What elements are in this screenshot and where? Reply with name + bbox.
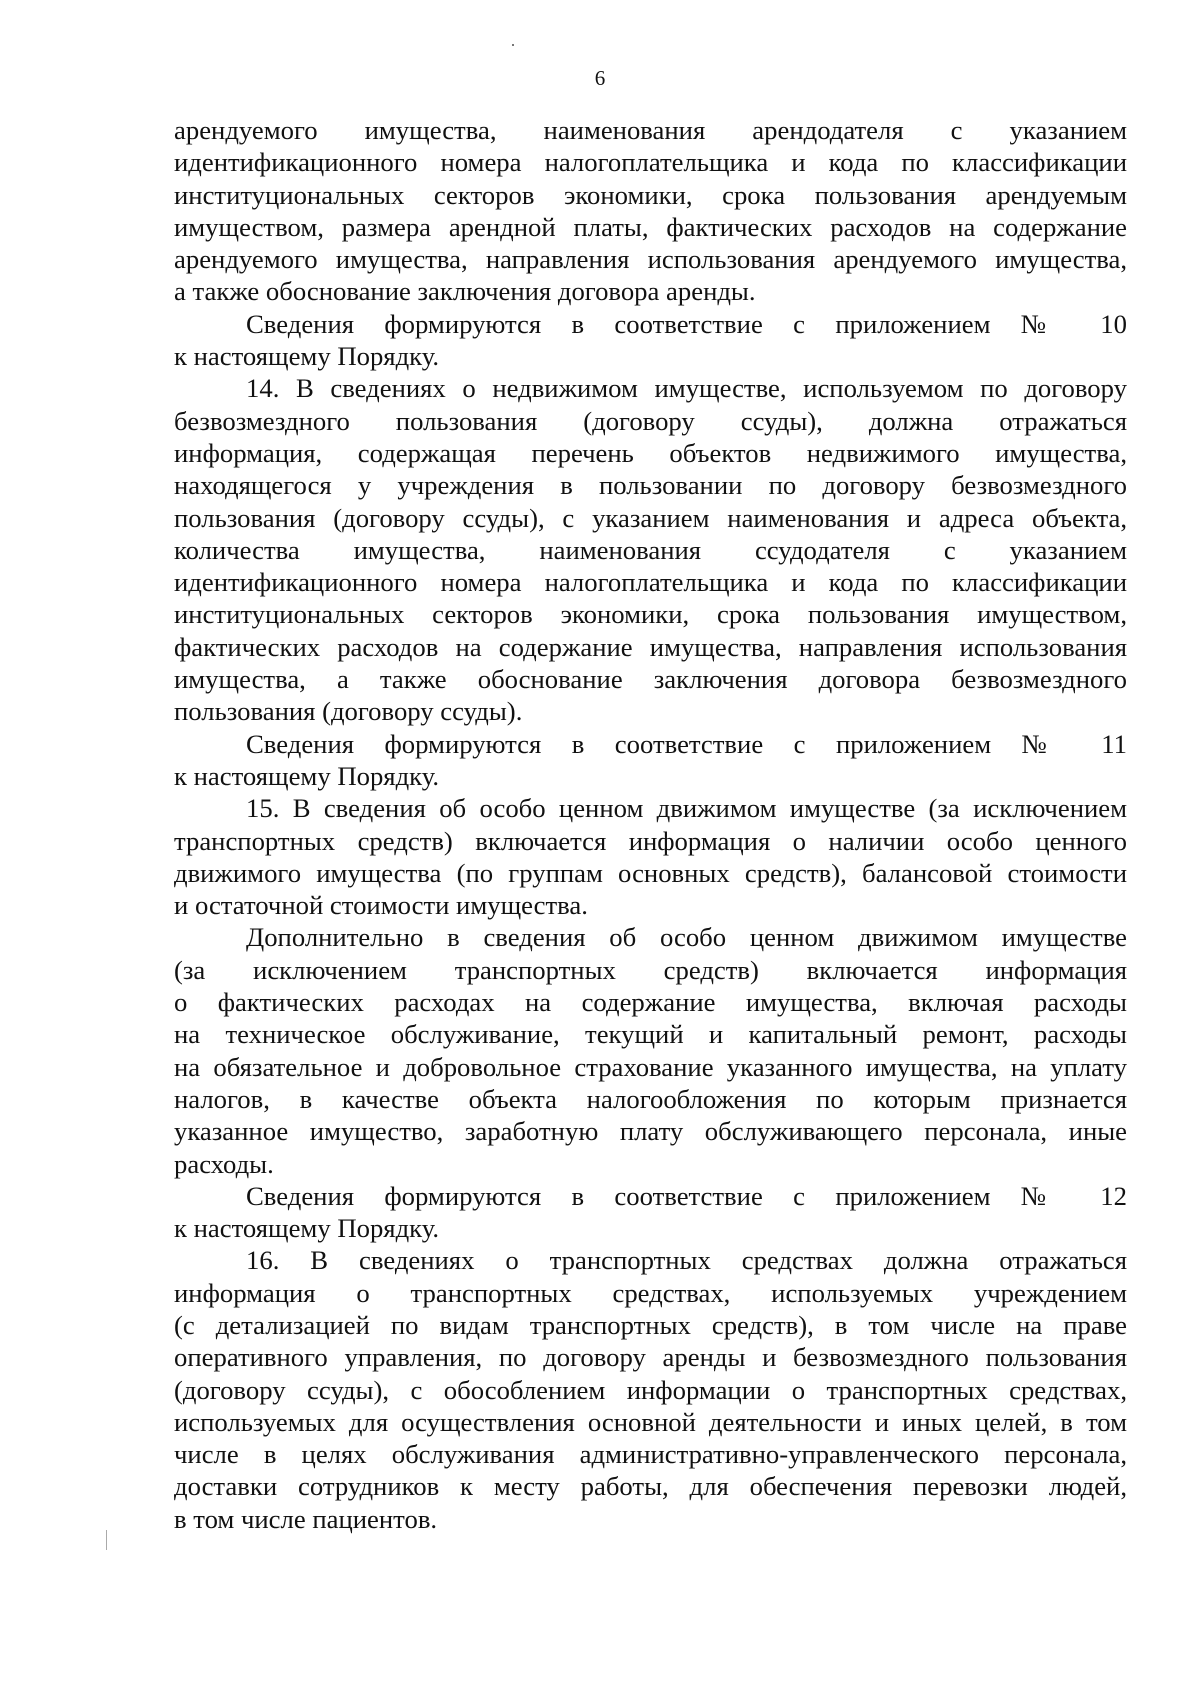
text-line: количества имущества, наименования ссудодателя с указанием — [174, 534, 1127, 565]
text-line: к настоящему Порядку. — [174, 1213, 440, 1244]
text-line: безвозмездного пользования (договору ссуды), должна отражаться — [174, 405, 1127, 436]
text-line: институциональных секторов экономики, срока пользования имуществом, — [174, 599, 1127, 630]
text-line: Сведения формируются в соответствие с приложением № 12 — [246, 1180, 1127, 1211]
text-line: к настоящему Порядку. — [174, 341, 440, 372]
text-line: движимого имущества (по группам основных средств), балансовой стоимости — [174, 857, 1127, 888]
text-line: идентификационного номера налогоплательщика и кода по классификации — [174, 147, 1127, 178]
scan-speck — [106, 1530, 107, 1550]
text-line: находящегося у учреждения в пользовании по договору безвозмездного — [174, 470, 1127, 501]
text-line: информация о транспортных средствах, используемых учреждением — [174, 1277, 1127, 1308]
text-line: пользования (договору ссуды). — [174, 696, 523, 727]
text-line: транспортных средств) включается информация о наличии особо ценного — [174, 825, 1127, 856]
text-line: в том числе пациентов. — [174, 1503, 438, 1534]
paragraph — [174, 372, 1127, 727]
text-line: имущества, а также обоснование заключения договора безвозмездного — [174, 664, 1127, 695]
text-line: идентификационного номера налогоплательщика и кода по классификации — [174, 567, 1127, 598]
text-line: Сведения формируются в соответствие с приложением № 10 — [246, 308, 1127, 339]
text-line: 16. В сведениях о транспортных средствах должна отражаться — [246, 1245, 1127, 1276]
text-line: указанное имущество, заработную плату обслуживающего персонала, иные — [174, 1116, 1127, 1147]
paragraph — [174, 308, 1127, 373]
text-line: на обязательное и добровольное страхование указанного имущества, на уплату — [174, 1051, 1127, 1082]
text-line: налогов, в качестве объекта налогообложения по которым признается — [174, 1083, 1127, 1114]
text-line: на техническое обслуживание, текущий и капитальный ремонт, расходы — [174, 1019, 1127, 1050]
paragraph — [174, 1244, 1127, 1535]
paragraph — [174, 114, 1127, 308]
text-line: используемых для осуществления основной деятельности и иных целей, в том — [174, 1406, 1127, 1437]
text-line: числе в целях обслуживания административно-управленческого персонала, — [174, 1439, 1127, 1470]
paragraph — [174, 792, 1127, 921]
scan-speck — [512, 44, 514, 46]
paragraph — [174, 1180, 1127, 1245]
text-line: 15. В сведения об особо ценном движимом имуществе (за исключением — [246, 793, 1127, 824]
text-line: 14. В сведениях о недвижимом имуществе, используемом по договору — [246, 373, 1127, 404]
text-line: (за исключением транспортных средств) включается информация — [174, 954, 1127, 985]
paragraph — [174, 728, 1127, 793]
text-line: институциональных секторов экономики, срока пользования арендуемым — [174, 179, 1127, 210]
text-line: доставки сотрудников к месту работы, для обеспечения перевозки людей, — [174, 1471, 1127, 1502]
text-line: Сведения формируются в соответствие с приложением № 11 — [246, 728, 1127, 759]
text-line: и остаточной стоимости имущества. — [174, 890, 588, 921]
text-line: арендуемого имущества, наименования арендодателя с указанием — [174, 115, 1127, 145]
text-line: фактических расходов на содержание имущества, направления использования — [174, 631, 1127, 662]
text-line: имуществом, размера арендной платы, фактических расходов на содержание — [174, 211, 1127, 242]
text-line: (с детализацией по видам транспортных средств), в том числе на праве — [174, 1309, 1127, 1340]
text-line: а также обоснование заключения договора аренды. — [174, 276, 756, 307]
text-line: к настоящему Порядку. — [174, 760, 440, 791]
text-line: арендуемого имущества, направления использования арендуемого имущества, — [174, 244, 1127, 275]
paragraph — [174, 921, 1127, 1179]
text-line: о фактических расходах на содержание имущества, включая расходы — [174, 987, 1127, 1018]
text-line: информация, содержащая перечень объектов недвижимого имущества, — [174, 437, 1127, 468]
page-number: 6 — [594, 66, 606, 90]
text-line: (договору ссуды), с обособлением информации о транспортных средствах, — [174, 1374, 1127, 1405]
text-line: Дополнительно в сведения об особо ценном движимом имуществе — [246, 922, 1127, 953]
document-body — [174, 114, 1127, 1535]
text-line: пользования (договору ссуды), с указанием наименования и адреса объекта, — [174, 502, 1127, 533]
text-line: оперативного управления, по договору аренды и безвозмездного пользования — [174, 1342, 1127, 1373]
text-line: расходы. — [174, 1148, 274, 1179]
